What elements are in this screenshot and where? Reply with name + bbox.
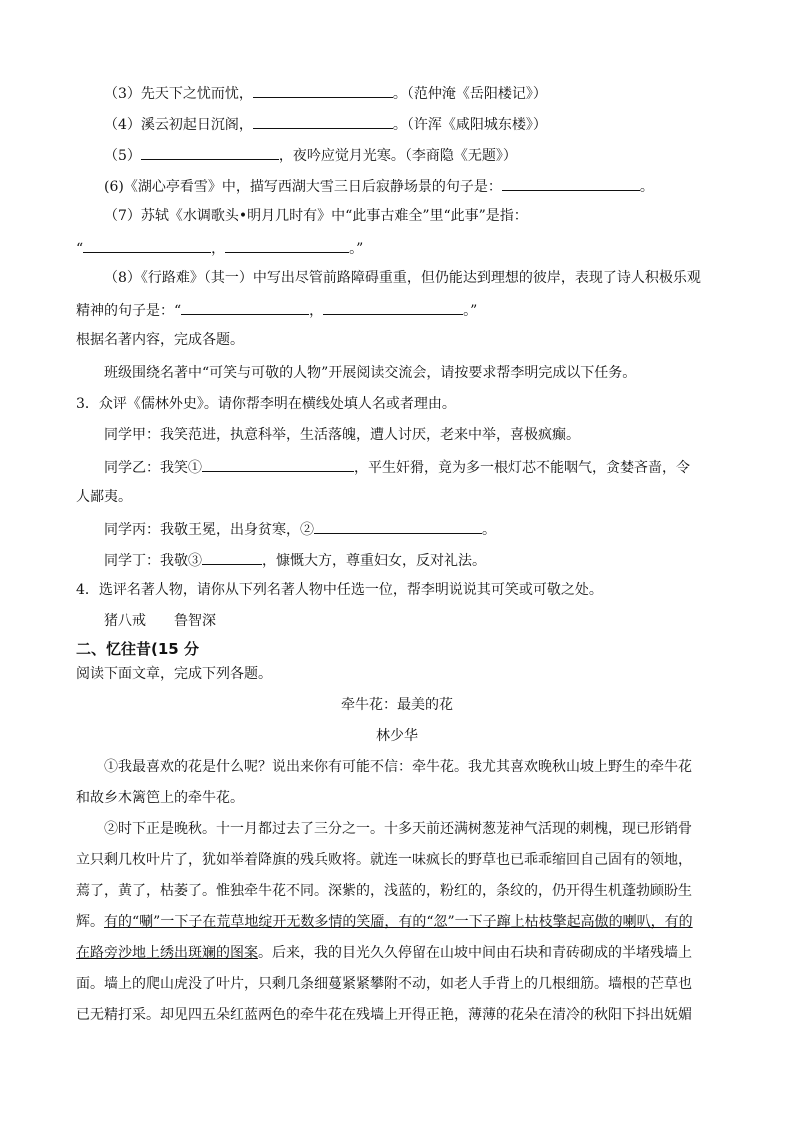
paragraph-1-line: ①我最喜欢的花是什么呢？说出来你有可能不信：牵牛花。我尤其喜欢晚秋山坡上野生的牵牛花 <box>104 759 692 775</box>
question-3: （3）先天下之忧而忧， 。（范仲淹《岳阳楼记》） <box>104 83 547 103</box>
task-intro: 班级围绕名著中“可笑与可敬的人物”开展阅读交流会，请按要求帮李明完成以下任务。 <box>104 365 637 381</box>
paragraph-2-line: ②时下正是晚秋。十一月都过去了三分之一。十多天前还满树葱茏神气活现的刺槐，现已形销骨 <box>104 821 692 837</box>
paragraph-1-line: 和故乡木篱笆上的牵牛花。 <box>76 790 244 806</box>
answer-blank[interactable] <box>253 83 393 98</box>
answer-blank[interactable] <box>253 114 393 129</box>
article-author: 林少华 <box>376 728 418 744</box>
item-3-heading: 3．众评《儒林外史》。请你帮李明在横线处填人名或者理由。 <box>76 396 456 412</box>
paragraph-2-line: 立只剩几枚叶片了，犹如举着降旗的残兵败将。就连一味疯长的野草也已乖乖缩回自己固有的领地， <box>76 852 692 868</box>
question-6: (6)《湖心亭看雪》中，描写西湖大雪三日后寂静场景的句子是： 。 <box>104 176 654 196</box>
student-bing: 同学丙：我敬王冕，出身贫寒，② 。 <box>104 519 496 539</box>
paragraph-2-line: 已无精打采。却见四五朵红蓝两色的牵牛花在残墙上开得正艳，薄薄的花朵在清冷的秋阳下抖出妩媚 <box>76 1007 692 1023</box>
student-jia: 同学甲：我笑范进，执意科举，生活落魄，遭人讨厌，老来中举，喜极疯癫。 <box>104 427 580 443</box>
answer-blank-3[interactable] <box>202 550 262 565</box>
underlined-sentence: 在路旁沙地上绣出斑斓的图案 <box>76 945 258 961</box>
answer-blank[interactable] <box>502 176 640 191</box>
question-4: （4）溪云初起日沉阁， 。（许浑《咸阳城东楼》） <box>104 114 547 134</box>
paragraph-2-line: 蔫了，黄了，枯萎了。惟独牵牛花不同。深紫的，浅蓝的，粉红的，条纹的，仍开得生机蓬勃顾盼生 <box>76 883 692 899</box>
intro-text: 根据名著内容，完成各题。 <box>76 332 244 348</box>
question-8: （8）《行路难》（其一）中写出尽管前路障碍重重，但仍能达到理想的彼岸，表现了诗人积极乐观 <box>104 270 701 286</box>
question-7-answers: “ ， 。” <box>76 238 363 258</box>
question-8-answers: 精神的句子是：“ ， 。” <box>76 300 477 320</box>
question-5: （5） ，夜吟应觉月光寒。（李商隐《无题》） <box>104 145 517 165</box>
paragraph-2-line: 辉。有的“唰”一下子在荒草地绽开无数多情的笑靥，有的“忽”一下子蹿上枯枝擎起高傲的喇叭，有的 <box>76 914 693 930</box>
character-choices: 猪八戒 鲁智深 <box>104 613 216 629</box>
question-7: （7）苏轼《水调歌头•明月几时有》中“此事古难全”里“此事”是指： <box>104 208 528 224</box>
answer-blank[interactable] <box>181 300 309 315</box>
student-yi-cont: 人鄙夷。 <box>76 489 132 505</box>
student-ding: 同学丁：我敬③ ，慷慨大方，尊重妇女，反对礼法。 <box>104 550 486 570</box>
item-4-heading: 4．选评名著人物，请你从下列名著人物中任选一位，帮李明说说其可笑或可敬之处。 <box>76 582 603 598</box>
paragraph-2-line: 面。墙上的爬山虎没了叶片，只剩几条细蔓紧紧攀附不动，如老人手背上的几根细筋。墙根的芒草也 <box>76 976 692 992</box>
underlined-sentence: 有的“唰”一下子在荒草地绽开无数多情的笑靥，有的“忽”一下子蹿上枯枝擎起高傲的喇叭，有的 <box>104 914 693 930</box>
reading-intro: 阅读下面文章，完成下列各题。 <box>76 666 272 682</box>
paragraph-2-line: 在路旁沙地上绣出斑斓的图案。后来，我的目光久久停留在山坡中间由石块和青砖砌成的半堵残墙上 <box>76 945 692 961</box>
answer-blank[interactable] <box>323 300 463 315</box>
student-yi: 同学乙：我笑① ，平生奸猾，竟为多一根灯芯不能咽气，贪婪吝啬，令 <box>104 457 690 477</box>
section-2-heading: 二、忆往昔(15 分 <box>76 640 199 658</box>
answer-blank-2[interactable] <box>314 519 482 534</box>
answer-blank-1[interactable] <box>202 457 354 472</box>
answer-blank[interactable] <box>83 238 211 253</box>
article-title: 牵牛花：最美的花 <box>341 697 453 713</box>
answer-blank[interactable] <box>225 238 349 253</box>
answer-blank[interactable] <box>141 145 279 160</box>
